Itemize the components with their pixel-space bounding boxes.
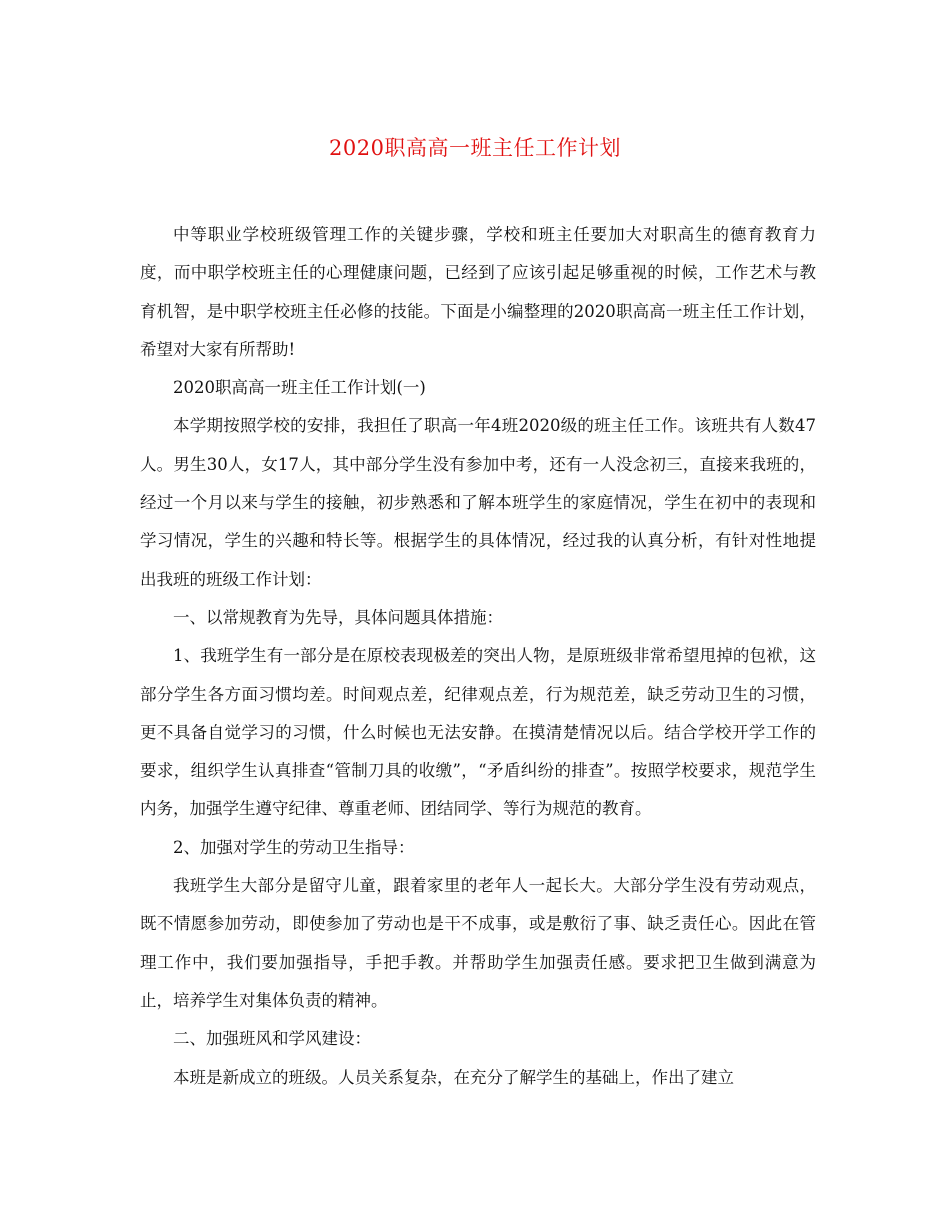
class-style-paragraph: 本班是新成立的班级。人员关系复杂，在充分了解学生的基础上，作出了建立 bbox=[173, 1067, 734, 1087]
heading-class-style: 二、加强班风和学风建设： bbox=[173, 1029, 371, 1049]
document-body bbox=[140, 216, 816, 1097]
heading-routine-education: 一、以常规教育为先导，具体问题具体措施： bbox=[173, 607, 503, 627]
intro-paragraph: 中等职业学校班级管理工作的关键步骤，学校和班主任要加大对职高生的德育教育力度，而中职学校班主任的心理健康问题，已经到了应该引起足够重视的时候，工作艺术与教育机智，是中职学校班主任必修的技能。下面是小编整理的2020职高高一班主任工作计划，希望对大家有所帮助! bbox=[140, 225, 816, 359]
class-overview-paragraph: 本学期按照学校的安排，我担任了职高一年4班2020级的班主任工作。该班共有人数47人。男生30人，女17人，其中部分学生没有参加中考，还有一人没念初三，直接来我班的，经过一个月以来与学生的接触，初步熟悉和了解本班学生的家庭情况，学生在初中的表现和学习情况，学生的兴趣和特长等。根据学生的具体情况，经过我的认真分析，有针对性地提出我班的班级工作计划： bbox=[140, 416, 816, 589]
section-heading-plan-one: 2020职高高一班主任工作计划(一) bbox=[173, 378, 426, 398]
item-two-heading: 2、加强对学生的劳动卫生指导： bbox=[173, 837, 415, 857]
item-one-paragraph: 1、我班学生有一部分是在原校表现极差的突出人物，是原班级非常希望甩掉的包袱，这部分学生各方面习惯均差。时间观点差，纪律观点差，行为规范差，缺乏劳动卫生的习惯，更不具备自觉学习的习惯，什么时候也无法安静。在摸清楚情况以后。结合学校开学工作的要求，组织学生认真排查“管制刀具的收缴”，“矛盾纠纷的排查”。按照学校要求，规范学生内务，加强学生遵守纪律、尊重老师、团结同学、等行为规范的教育。 bbox=[140, 646, 816, 819]
document-title: 2020职高高一班主任工作计划 bbox=[329, 136, 621, 160]
labor-guidance-paragraph: 我班学生大部分是留守儿童，跟着家里的老年人一起长大。大部分学生没有劳动观点，既不情愿参加劳动，即使参加了劳动也是干不成事，或是敷衍了事、缺乏责任心。因此在管理工作中，我们要加强指导，手把手教。并帮助学生加强责任感。要求把卫生做到满意为止，培养学生对集体负责的精神。 bbox=[140, 876, 816, 1010]
